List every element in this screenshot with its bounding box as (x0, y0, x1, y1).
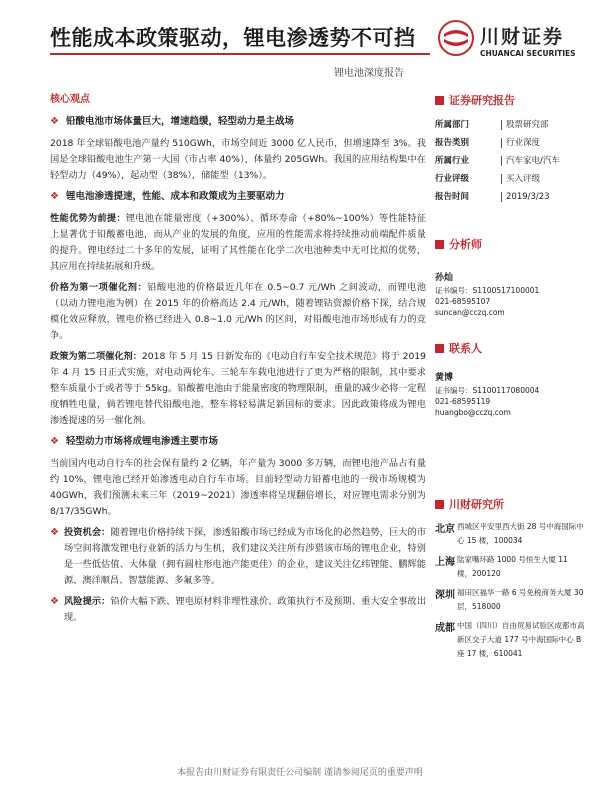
diamond-icon: ❖ (50, 527, 59, 538)
sidebar (435, 92, 585, 666)
bullet-heading-2: ❖ 锂电池渗透提速，性能、成本和政策成为主要驱动力 (50, 189, 426, 205)
header-divider (50, 53, 430, 55)
section-header-report: 证券研究报告 (435, 92, 585, 108)
paragraph-performance: 性能优势为前提：锂电池在能量密度（+300%）、循环寿命（+80%~100%）等性能特征上显著优于铅酸蓄电池，而从产业的发展的角度，应用的性能需求将持续推动前端配件质量的提升。锂电经过二十多年的发展，证明了其性能在化学二次电池种类中无可比拟的优势，其应用在持续拓展和升级。 (50, 213, 427, 272)
report-title: 性能成本政策驱动，锂电渗透势不可挡 (50, 26, 416, 50)
diamond-icon: ❖ (50, 596, 59, 607)
paragraph-light-power: 当前国内电动自行车的社会保有量约 2 亿辆，年产量为 3000 多万辆，而锂电池产品占有量约 10%，锂电池已经开始渗透电动自行车市场。目前轻型动力铅蓄电池的一级市场规模为 40GWh，我们预测未来三年（2019~2021）渗透率将呈现翻倍增长，对应锂电需求分别为 8/17/35GWh。 (50, 458, 426, 517)
paragraph-price: 价格为第一项催化剂：铅酸电池的价格最近几年在 0.5~0.7 元/Wh 之间波动，而锂电池（以动力锂电池为例）在 2015 年的价格高达 2.4 元/Wh，随着锂钴资源价格下探，结合规模化效应释放，锂电价格已经进入 0.8~1.0 元/Wh 的区间，对铅酸电池市场形成有力的竞争。 (50, 282, 427, 341)
square-icon (435, 240, 444, 249)
office-item: 成都 中国（四川）自由贸易试验区成都市高新区交子大道 177 号中海国际中心 B 座 17 楼，610041 (435, 621, 585, 658)
page-footer: 本报告由川财证券有限责任公司编制 谨请参阅尾页的重要声明 (177, 768, 423, 778)
analyst-name: 孙灿 (435, 273, 454, 283)
report-subtitle: 锂电池深度报告 (334, 68, 404, 79)
section-header-analyst: 分析师 (435, 236, 585, 252)
analyst-card (435, 270, 585, 318)
logo-icon (438, 20, 474, 56)
info-row: 行业评级 买入评级 (435, 174, 541, 184)
info-row: 所属行业 汽车家电/汽车 (435, 156, 560, 166)
office-list (435, 520, 585, 661)
logo-text-en: CHUANCAI SECURITIES (480, 49, 576, 58)
bullet-heading-3: ❖ 轻型动力市场将成锂电渗透主要市场 (50, 434, 426, 450)
office-item: 深圳 福田区福华一路 6 号免税商务大厦 30 层，518000 (435, 588, 584, 611)
section-header-institute: 川财研究所 (435, 496, 585, 512)
investment-opportunity: ❖ 投资机会：随着锂电价格持续下探，渗透铅酸市场已经成为市场化的必然趋势，巨大的市场空间将激发锂电行业新的活力与生机，我们建议关注所有涉猎该市场的锂电企业，特别是一些低估值、大体量（拥有圆柱形电池产能更佳）的企业，建议关注亿纬锂能、鹏辉能源、澳洋顺昌、智慧能源、多氟多等。 (50, 525, 426, 594)
diamond-icon: ❖ (50, 191, 59, 202)
square-icon (435, 500, 444, 509)
core-views-label: 核心观点 (50, 94, 90, 105)
square-icon (435, 344, 444, 353)
info-row: 报告类别 行业深度 (435, 138, 541, 148)
main-content (50, 92, 426, 631)
office-item: 北京 西城区平安里西大街 28 号中海国际中心 15 楼，100034 (435, 522, 584, 545)
analyst-cert: 证书编号：S1100517100001 (435, 286, 540, 295)
contact-card (435, 370, 585, 418)
paragraph-market: 2018 年全球铅酸电池产量约 510GWh，市场空间近 3000 亿人民币，但增速降至 3%。我国是全球铅酸电池生产第一大国（市占率 40%），体量约 205GWh。我国的应用结构集中在轻型动力（49%），起动型（38%），储能型（13%）。 (50, 138, 426, 181)
risk-warning: ❖ 风险提示：铅价大幅下跌、锂电原材料非理性涨价、政策执行不及预期、重大安全事故出现。 (50, 594, 426, 631)
info-row: 所属部门 股票研究部 (435, 120, 549, 130)
bullet-heading-1: ❖ 铅酸电池市场体量巨大，增速趋缓，轻型动力是主战场 (50, 114, 426, 130)
paragraph-policy: 政策为第二项催化剂：2018 年 5 月 15 日新发布的《电动自行车安全技术规范》将于 2019 年 4 月 15 日正式实施，对电动两轮车、三轮车车载电池进行了更为严格的限制，其中要求整车质量小于或者等于 55kg。铅酸蓄电池由于能量密度的物理限制，重量的减少必将一定程度牺牲电量，倘若锂电替代铅酸电池，整车将轻易满足新国标的要求。因此政策将成为锂电渗透提速的另一催化剂。 (50, 351, 426, 426)
info-row: 报告时间 2019/3/23 (435, 192, 550, 202)
contact-cert: 证书编号：S1100117080004 (435, 386, 540, 395)
logo-text-cn: 川财证券 (480, 26, 565, 48)
section-header-contact: 联系人 (435, 340, 585, 356)
diamond-icon: ❖ (50, 436, 59, 447)
company-logo (438, 20, 583, 68)
report-info-table (435, 116, 585, 206)
contact-phone: 021-68595119 (435, 397, 491, 406)
square-icon (435, 96, 444, 105)
analyst-email[interactable]: suncan@cczq.com (435, 308, 505, 317)
office-item: 上海 陆家嘴环路 1000 号恒生大厦 11 楼，200120 (435, 555, 568, 578)
diamond-icon: ❖ (50, 116, 59, 127)
contact-name: 黄博 (435, 373, 454, 383)
contact-email[interactable]: huangbo@cczq.com (435, 408, 511, 417)
analyst-phone: 021-68595107 (435, 297, 491, 306)
